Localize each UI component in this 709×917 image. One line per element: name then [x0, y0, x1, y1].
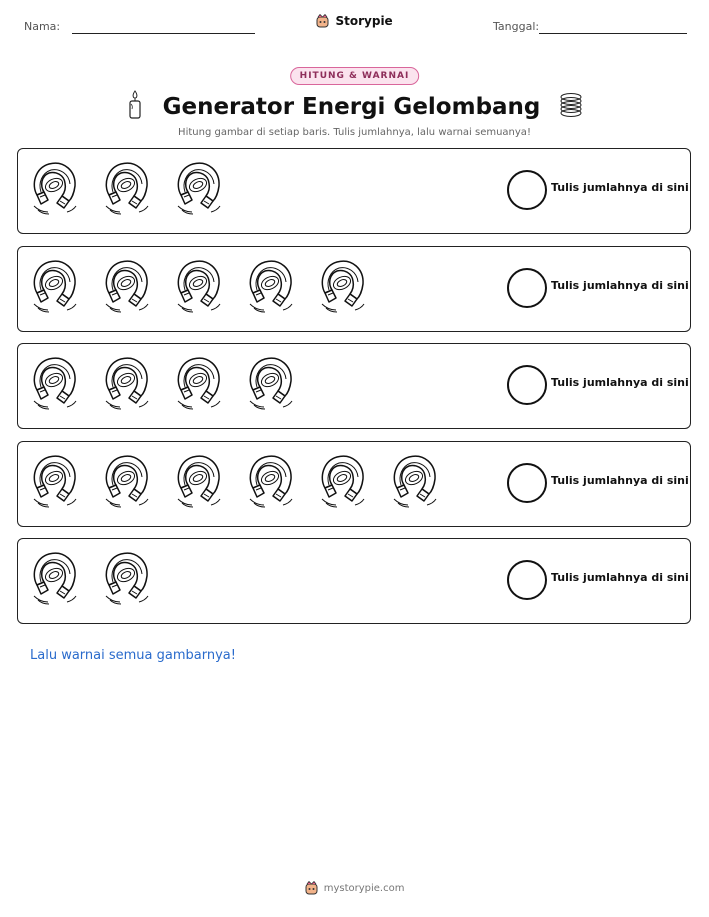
name-label: Nama:	[24, 20, 61, 33]
magnet-icon[interactable]	[317, 257, 367, 315]
candle-icon	[126, 90, 144, 124]
magnet-icon[interactable]	[29, 452, 79, 510]
answer-label: Tulis jumlahnya di sini	[551, 473, 689, 487]
magnet-group	[29, 257, 367, 319]
answer-circle[interactable]	[507, 268, 547, 308]
storypie-logo-icon	[305, 881, 318, 898]
magnet-icon[interactable]	[245, 257, 295, 315]
storypie-logo-icon	[316, 14, 329, 31]
count-row	[17, 538, 691, 624]
count-row	[17, 441, 691, 527]
magnet-icon[interactable]	[29, 159, 79, 217]
magnet-icon[interactable]	[101, 257, 151, 315]
magnet-group	[29, 354, 295, 416]
magnet-icon[interactable]	[29, 354, 79, 412]
magnet-icon[interactable]	[389, 452, 439, 510]
footer-note: Lalu warnai semua gambarnya!	[30, 648, 236, 663]
coil-icon	[559, 92, 583, 122]
instructions: Hitung gambar di setiap baris. Tulis jumlahnya, lalu warnai semuanya!	[178, 127, 531, 138]
magnet-icon[interactable]	[245, 452, 295, 510]
date-label: Tanggal:	[493, 20, 540, 33]
name-line[interactable]	[72, 33, 255, 34]
page-title: Generator Energi Gelombang	[162, 94, 541, 120]
answer-circle[interactable]	[507, 560, 547, 600]
count-row	[17, 246, 691, 332]
category-badge: HITUNG & WARNAI	[290, 67, 420, 85]
magnet-icon[interactable]	[101, 354, 151, 412]
brand-name: Storypie	[335, 14, 393, 28]
magnet-icon[interactable]	[29, 549, 79, 607]
magnet-icon[interactable]	[101, 549, 151, 607]
answer-label: Tulis jumlahnya di sini	[551, 376, 689, 389]
answer-circle[interactable]	[507, 365, 547, 405]
answer-circle[interactable]	[507, 463, 547, 503]
magnet-icon[interactable]	[173, 159, 223, 217]
magnet-icon[interactable]	[101, 159, 151, 217]
magnet-icon[interactable]	[317, 452, 367, 510]
magnet-icon[interactable]	[29, 257, 79, 315]
count-row	[17, 343, 691, 429]
magnet-icon[interactable]	[173, 257, 223, 315]
magnet-group	[29, 549, 151, 611]
magnet-group	[29, 159, 223, 221]
site-footer[interactable]	[0, 881, 709, 898]
magnet-icon[interactable]	[173, 354, 223, 412]
brand	[0, 14, 709, 31]
magnet-icon[interactable]	[101, 452, 151, 510]
answer-label: Tulis jumlahnya di sini	[551, 181, 689, 194]
title-block	[0, 90, 709, 124]
answer-label: Tulis jumlahnya di sini	[551, 571, 689, 584]
date-field[interactable]	[493, 20, 539, 33]
site-url: mystorypie.com	[323, 883, 405, 894]
count-row	[17, 148, 691, 234]
magnet-group	[29, 452, 439, 514]
answer-label: Tulis jumlahnya di sini	[551, 278, 689, 292]
date-line[interactable]	[539, 33, 687, 34]
magnet-icon[interactable]	[173, 452, 223, 510]
answer-circle[interactable]	[507, 170, 547, 210]
magnet-icon[interactable]	[245, 354, 295, 412]
